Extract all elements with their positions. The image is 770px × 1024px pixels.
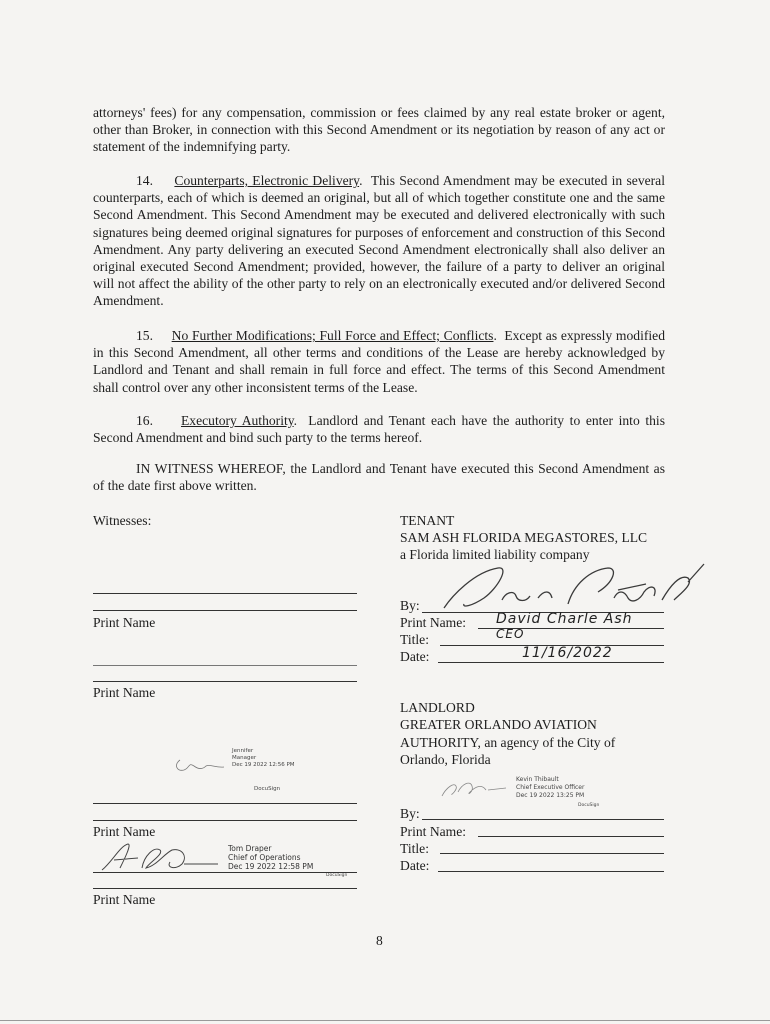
tenant-entity: SAM ASH FLORIDA MEGASTORES, LLC xyxy=(400,530,648,545)
witness-print-name-4: Print Name xyxy=(93,892,156,907)
paragraph-15-body: Except as expressly modified in this Second Amendment, all other terms and conditions of the Lease are hereby acknowledged by Landlord and Tenant and shall remain in full force and effect. The terms of this Second Amendment shall control over any other inconsistent terms of the Lease. xyxy=(93,328,665,395)
landlord-entity-line-1: GREATER ORLANDO AVIATION xyxy=(400,717,597,732)
witness-print-name-3: Print Name xyxy=(93,824,156,839)
landlord-heading: LANDLORD xyxy=(400,700,475,715)
witness-signature-line-1 xyxy=(93,593,357,594)
witness-print-name-1: Print Name xyxy=(93,615,156,630)
page-number: 8 xyxy=(376,933,383,948)
paragraph-13-tail: attorneys' fees) for any compensation, commission or fees claimed by any real estate broker or agent, other than Broker, in connection with this Second Amendment or its negotiation by reason of any act or statement of the indemnifying party. xyxy=(93,105,665,155)
paragraph-15: 15. No Further Modifications; Full Force and Effect; Conflicts. Except as expressly modified in this Second Amendment, all other terms and conditions of the Lease are hereby acknowledged by Landlord and Tenant and shall remain in full force and effect. The terms of this Second Amendment shall control over any other inconsistent terms of the Lease. xyxy=(93,328,665,395)
tenant-title-label: Title: xyxy=(400,632,429,647)
witness-print-name-2: Print Name xyxy=(93,685,156,700)
tenant-print-name-value: David Charle Ash xyxy=(496,611,633,627)
tenant-date-label: Date: xyxy=(400,649,430,664)
tenant-title-value: CEO xyxy=(496,627,525,641)
landlord-title-line xyxy=(440,853,664,854)
paragraph-14: 14. Counterparts, Electronic Delivery. This Second Amendment may be executed in several counterparts, each of which is deemed an original, but all of which together constitute one and the same Second Amendment. This Second Amendment may be executed and delivered electronically with such signatures being deemed original signatures for purposes of enforcement and construction of this Second Amendment. Any party delivering an executed Second Amendment electronically shall also deliver an original executed Second Amendment; provided, however, the failure of a party to deliver an original will not affect the ability of the other party to rely on an electronically executed and/or delivered Second Amendment. xyxy=(93,173,665,309)
witness-esig-1-name: Jennifer xyxy=(232,748,254,754)
witnesses-label: Witnesses: xyxy=(93,513,152,528)
witness-esig-2-role: Chief of Operations xyxy=(228,853,301,862)
paragraph-15-number: 15. xyxy=(136,328,153,343)
witness-signature-line-4 xyxy=(93,872,357,873)
in-witness-whereof: IN WITNESS WHEREOF, the Landlord and Tenant have executed this Second Amendment as of the date first above written. xyxy=(93,461,665,494)
witness-esig-1-role: Manager xyxy=(232,755,257,761)
landlord-entity-line-2: AUTHORITY, an agency of the City of xyxy=(400,735,616,750)
witness-print-line-3 xyxy=(93,820,357,821)
landlord-print-name-label: Print Name: xyxy=(400,824,467,839)
witness-esig-1-date: Dec 19 2022 12:56 PM xyxy=(232,762,295,768)
paragraph-14-body: This Second Amendment may be executed in several counterparts, each of which is deemed an original, but all of which together constitute one and the same Second Amendment. This Second Amendment may be executed and delivered electronically with such signatures being deemed original signatures for purposes of enforcement and construction of this Second Amendment. Any party delivering an executed Second Amendment electronically shall also deliver an original executed Second Amendment; provided, however, the failure of a party to deliver an original will not affect the ability of the other party to rely on an electronically executed and/or delivered Second Amendment. xyxy=(93,173,665,309)
witness-esig-2-name: Tom Draper xyxy=(228,844,272,853)
landlord-by-label: By: xyxy=(400,806,420,821)
landlord-date-label: Date: xyxy=(400,858,430,873)
landlord-esig-role: Chief Executive Officer xyxy=(516,784,585,791)
landlord-by-line xyxy=(422,819,664,820)
witness-esig-1-badge: DocuSign xyxy=(254,786,281,792)
witness-esig-2-date: Dec 19 2022 12:58 PM xyxy=(228,862,314,871)
landlord-date-line xyxy=(438,871,664,872)
paragraph-16: 16. Executory Authority. Landlord and Tenant each have the authority to enter into this Second Amendment and bind such party to the terms hereof. xyxy=(93,413,665,446)
scan-edge xyxy=(0,1020,770,1021)
tenant-print-name-label: Print Name: xyxy=(400,615,467,630)
tenant-date-line xyxy=(438,662,664,663)
landlord-esig-name: Kevin Thibault xyxy=(516,776,559,783)
signature-scribble-2 xyxy=(98,840,222,874)
witness-esig-2-badge: DocuSign xyxy=(326,873,348,878)
paragraph-15-heading: No Further Modifications; Full Force and Effect; Conflicts xyxy=(171,328,494,343)
tenant-date-value: 11/16/2022 xyxy=(522,645,613,661)
witness-signature-line-3 xyxy=(93,803,357,804)
witness-print-line-1 xyxy=(93,610,357,611)
tenant-by-label: By: xyxy=(400,598,420,613)
landlord-signature-scribble xyxy=(436,776,516,802)
landlord-title-label: Title: xyxy=(400,841,429,856)
landlord-print-name-line xyxy=(478,836,664,837)
paragraph-16-heading: Executory Authority xyxy=(180,413,294,428)
paragraph-16-body: Landlord and Tenant each have the authority to enter into this Second Amendment and bind such party to the terms hereof. xyxy=(93,413,665,446)
landlord-entity-line-3: Orlando, Florida xyxy=(400,752,491,767)
landlord-esig-badge: DocuSign xyxy=(578,803,600,808)
witness-signature-line-2 xyxy=(93,665,357,666)
signature-scribble-1 xyxy=(172,752,232,776)
landlord-esig-date: Dec 19 2022 13:25 PM xyxy=(516,792,585,799)
paragraph-14-heading: Counterparts, Electronic Delivery xyxy=(174,173,360,188)
tenant-entity-type: a Florida limited liability company xyxy=(400,547,590,562)
witness-print-line-4 xyxy=(93,888,357,889)
tenant-signature-scribble xyxy=(418,560,708,616)
witness-print-line-2 xyxy=(93,681,357,682)
tenant-heading: TENANT xyxy=(400,513,455,528)
paragraph-16-number: 16. xyxy=(136,413,153,428)
paragraph-14-number: 14. xyxy=(136,173,153,188)
